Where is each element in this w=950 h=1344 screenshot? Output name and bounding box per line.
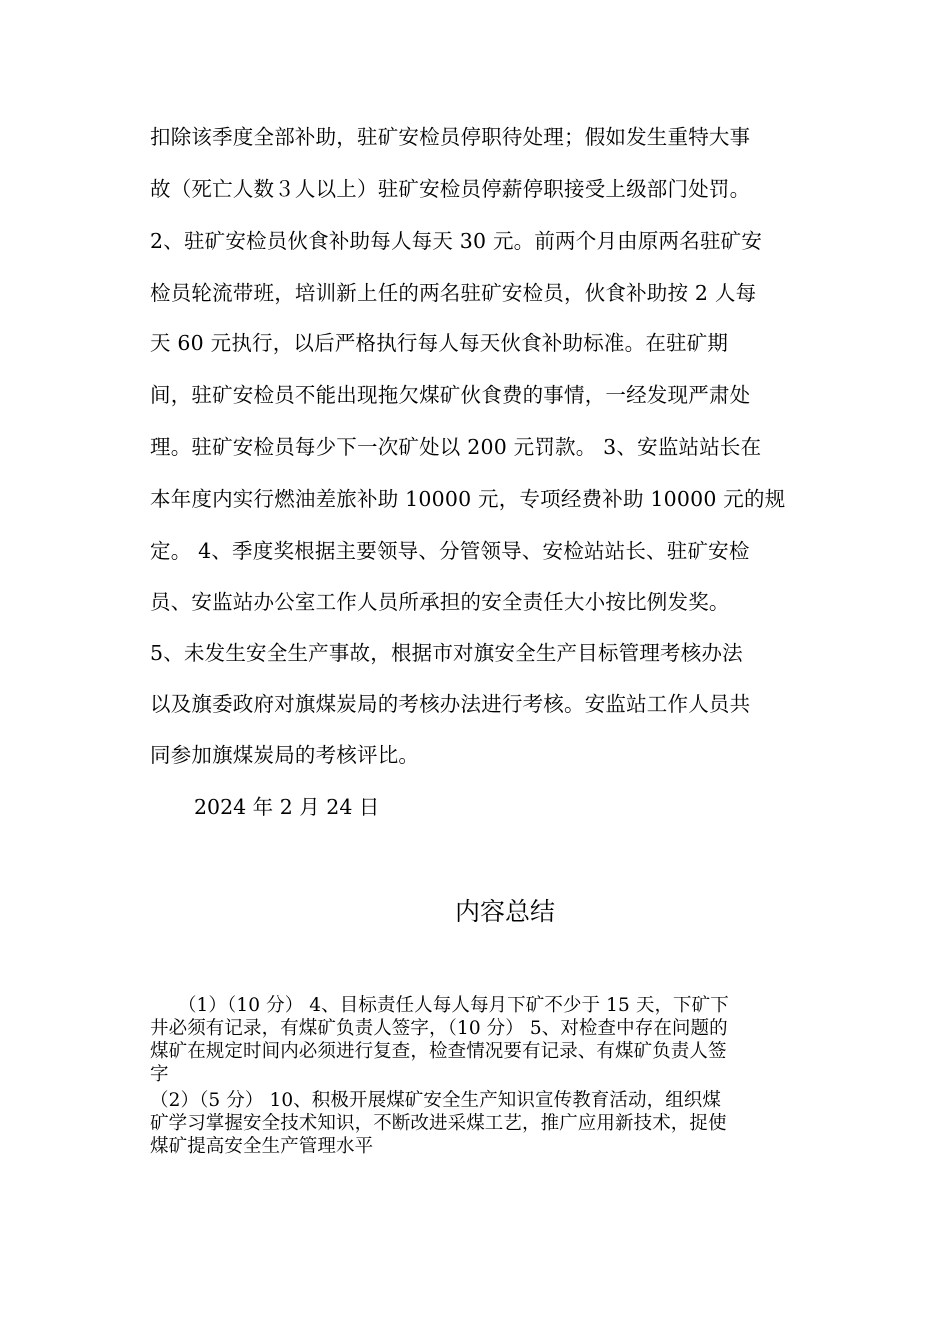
paragraph-line: 间，驻矿安检员不能出现拖欠煤矿伙食费的事情，一经发现严肃处 [150, 383, 751, 407]
paragraph-line: 同参加旗煤炭局的考核评比。 [150, 743, 420, 767]
paragraph-line: 定。 4、季度奖根据主要领导、分管领导、安检站站长、驻矿安检 [150, 539, 750, 563]
paragraph-line: 检员轮流带班，培训新上任的两名驻矿安检员，伙食补助按 2 人每 [150, 281, 757, 305]
summary-line: （1）（10 分） 4、目标责任人每人每月下矿不少于 15 天，下矿下 [150, 995, 729, 1016]
summary-line: （2）（5 分） 10、积极开展煤矿安全生产知识宣传教育活动，组织煤 [150, 1090, 721, 1111]
paragraph-line: 本年度内实行燃油差旅补助 10000 元，专项经费补助 10000 元的规 [150, 487, 786, 511]
paragraph-line: 5、未发生安全生产事故，根据市对旗安全生产目标管理考核办法 [150, 641, 743, 665]
summary-line: 井必须有记录，有煤矿负责人签字，（10 分） 5、对检查中存在问题的 [150, 1018, 728, 1039]
summary-line: 煤矿提高安全生产管理水平 [150, 1136, 374, 1157]
document-date: 2024 年 2 月 24 日 [194, 795, 380, 819]
paragraph-line: 故（死亡人数３人以上）驻矿安检员停薪停职接受上级部门处罚。 [150, 177, 751, 201]
summary-line: 煤矿在规定时间内必须进行复查，检查情况要有记录、有煤矿负责人签 [150, 1041, 727, 1062]
summary-title: 内容总结 [454, 897, 555, 926]
paragraph-line: 理。驻矿安检员每少下一次矿处以 200 元罚款。 3、安监站站长在 [150, 435, 762, 459]
paragraph-line: 2、驻矿安检员伙食补助每人每天 30 元。前两个月由原两名驻矿安 [150, 229, 763, 253]
paragraph-line: 员、安监站办公室工作人员所承担的安全责任大小按比例发奖。 [150, 590, 730, 614]
summary-line: 字 [150, 1064, 169, 1085]
paragraph-line: 天 60 元执行，以后严格执行每人每天伙食补助标准。在驻矿期 [150, 331, 729, 355]
paragraph-line: 以及旗委政府对旗煤炭局的考核办法进行考核。安监站工作人员共 [150, 692, 751, 716]
summary-line: 矿学习掌握安全技术知识，不断改进采煤工艺，推广应用新技术，捉使 [150, 1113, 727, 1134]
paragraph-line: 扣除该季度全部补助，驻矿安检员停职待处理；假如发生重特大事 [150, 125, 751, 149]
